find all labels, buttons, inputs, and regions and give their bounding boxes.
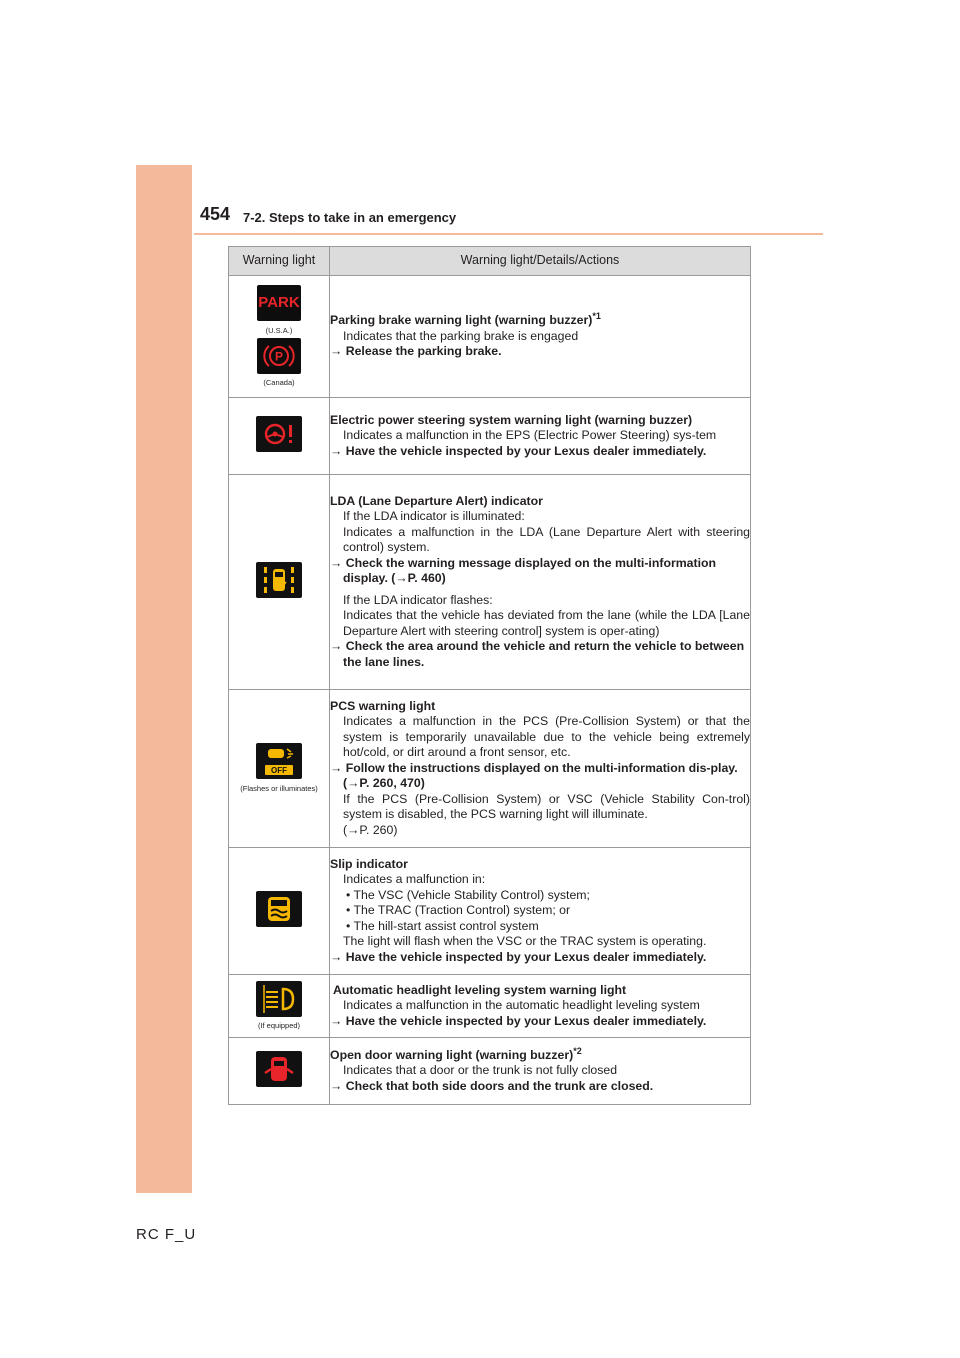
details-cell [330,398,751,475]
detail-line: (→P. 260) [343,822,398,837]
table-row [229,475,751,690]
icon-cell [229,690,330,848]
chapter-sidebar-tab [136,165,192,1193]
caption-flashes: (Flashes or illuminates) [240,783,318,793]
action-line: → Check that both side doors and the trunk are closed. [330,1078,654,1093]
section-title: 7-2. Steps to take in an emergency [243,210,457,225]
table-row [229,690,751,848]
table-header-row [229,247,751,276]
details-cell [330,276,751,398]
detail-line: If the PCS (Pre-Collision System) or VSC (Vehicle Stability Con-trol) system is disabled, the PCS warning light will illuminate. [343,791,750,822]
warning-light-table [228,246,751,1105]
icon-cell [229,1038,330,1105]
bullet-item: • The TRAC (Traction Control) system; or [346,903,571,918]
caption-usa: (U.S.A.) [265,325,293,335]
row-title: LDA (Lane Departure Alert) indicator [330,493,543,508]
action-line: → Follow the instructions displayed on the multi-information dis-play. (→P. 260, 470) [330,760,738,791]
bullet-item: • The hill-start assist control system [346,918,539,933]
lda-indicator-icon [256,562,302,598]
pcs-off-label: OFF [271,766,287,776]
icon-cell [229,975,330,1038]
col-header-warning-light: Warning light [229,247,330,276]
details-cell [330,975,751,1038]
row-title: Electric power steering system warning light (warning buzzer) [330,412,693,427]
detail-line: Indicates a malfunction in the PCS (Pre-Collision System) or that the system is temporarily unavailable due to the vehicle being extremely hot/cold, or dirt around a front sensor, etc. [343,714,750,760]
icon-cell [229,398,330,475]
details-cell [330,475,751,690]
action-line: → Have the vehicle inspected by your Lexus dealer immediately. [330,949,707,964]
col-header-details: Warning light/Details/Actions [330,247,751,276]
park-label: PARK [258,294,300,311]
open-door-icon [256,1051,302,1087]
park-warning-icon [257,285,301,321]
detail-line: Indicates a malfunction in the EPS (Electric Power Steering) sys-tem [343,428,717,443]
detail-line: Indicates a malfunction in the automatic headlight leveling system [343,998,700,1013]
details-cell [330,1038,751,1105]
action-line: → Check the warning message displayed on the multi-information display. (→P. 460) [330,555,717,586]
table-row [229,398,751,475]
header-rule [194,233,823,235]
svg-text:P: P [274,349,284,363]
slip-indicator-icon [256,891,302,927]
action-line: → Release the parking brake. [330,344,502,359]
detail-line: The light will flash when the VSC or the TRAC system is operating. [343,934,707,949]
row-title: Automatic headlight leveling system warning light [333,982,627,997]
eps-warning-icon [256,416,302,452]
detail-line: Indicates that a door or the trunk is not fully closed [343,1063,618,1078]
parking-brake-p-icon [257,338,301,374]
row-title: Slip indicator [330,856,408,871]
action-line: → Have the vehicle inspected by your Lexus dealer immediately. [330,1013,707,1028]
icon-cell [229,848,330,975]
row-title: PCS warning light [330,698,436,713]
bullet-item: • The VSC (Vehicle Stability Control) system; [346,887,590,902]
detail-line: Indicates that the parking brake is engaged [343,328,579,343]
detail-line: Indicates that the vehicle has deviated from the lane (while the LDA [Lane Departure Alert with steering control] system is oper-ating) [343,608,750,638]
caption-canada: (Canada) [263,378,295,387]
table-row [229,975,751,1038]
table-row [229,276,751,398]
headlight-leveling-icon [256,981,302,1017]
row-title: Parking brake warning light (warning buzzer)$^{*1}$ [330,311,601,328]
action-line: → Have the vehicle inspected by your Lexus dealer immediately. [330,443,707,458]
page-number: 454 [200,204,231,224]
table-row [229,848,751,975]
pcs-off-icon [256,743,302,779]
footer-model-code: RC F_U [136,1226,197,1243]
detail-line: If the LDA indicator is illuminated: [343,509,525,524]
details-cell [330,848,751,975]
action-line: → Check the area around the vehicle and return the vehicle to between the lane lines. [330,639,745,669]
detail-line: Indicates a malfunction in: [343,872,486,887]
icon-cell [229,475,330,690]
table-row [229,1038,751,1105]
icon-cell [229,276,330,398]
detail-line: Indicates a malfunction in the LDA (Lane Departure Alert with steering control) system. [343,524,750,555]
caption-if-equipped: (If equipped) [257,1021,301,1031]
row-title: Open door warning light (warning buzzer)$^{*2}$ [330,1045,582,1062]
details-cell [330,690,751,848]
detail-line: If the LDA indicator flashes: [343,592,493,607]
